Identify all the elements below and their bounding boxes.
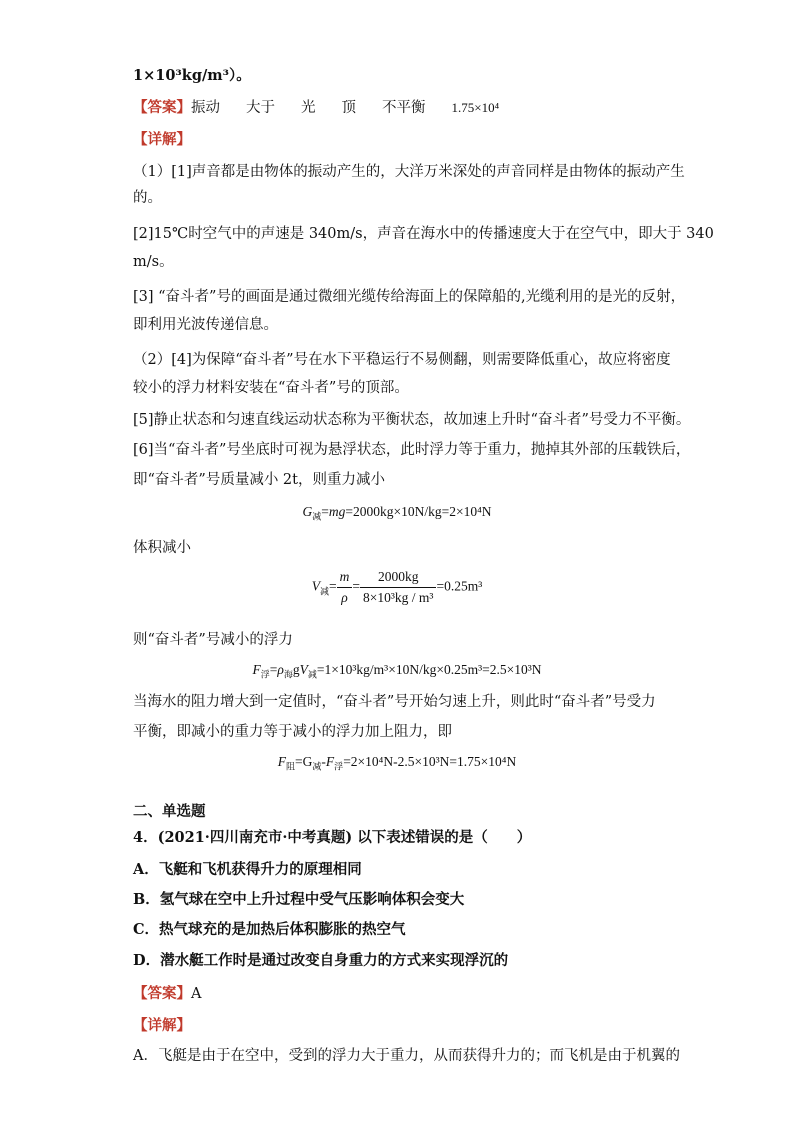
detail-line: [6]当“奋斗者”号坐底时可视为悬浮状态，此时浮力等于重力，抛掉其外部的压载铁后， [133, 442, 691, 458]
option-a: A．飞艇和飞机获得升力的原理相同 [133, 861, 362, 878]
answer-item: 1.75×10⁴ [451, 100, 500, 115]
formula-volume-reduction: $V_减=$ $\frac{m}{\rho}$ = $\frac{2000kg}{\text{8×10³kg / m³}}$ =0.25m³ [311, 569, 483, 605]
detail-line: [3] “奋斗者”号的画面是通过微细光缆传给海面上的保障船的,光缆利用的是光的反射， [133, 289, 686, 305]
answer-item: 不平衡 [382, 100, 426, 116]
formula-gravity-reduction: $G_减=mg=2000kg\times 10N/kg=2\times 10^4N$ [302, 504, 492, 522]
option-c: C．热气球充的是加热后体积膨胀的热空气 [133, 921, 406, 938]
option-d: D．潜水艇工作时是通过改变自身重力的方式来实现浮沉的 [133, 952, 509, 969]
resistance-line: 当海水的阻力增大到一定值时，“奋斗者”号开始匀速上升，则此时“奋斗者”号受力 [133, 694, 656, 710]
question-stem: 4．(2021·四川南充市·中考真题) 以下表述错误的是（ ） [133, 829, 532, 846]
answer-line-2 [133, 984, 201, 1004]
answer-label: 【答案】 [133, 99, 191, 116]
answer-line [133, 98, 499, 118]
buoyancy-text: 则“奋斗者”号减小的浮力 [133, 632, 293, 648]
detail-line: 即“奋斗者”号质量减小 2t，则重力减小 [133, 472, 385, 488]
resistance-line: 平衡，即减小的重力等于减小的浮力加上阻力，即 [133, 724, 452, 740]
formula-buoyancy: $F_浮=\rho_海gV_减=1\times 10^3kg/m^3\times 10N/kg\times 0.25m^3=2.5\times 10^3N$ [252, 662, 542, 680]
formula-resistance: $F_阻=G_减-F_浮=2\times 10^4N-2.5\times 10^3N=1.75\times 10^4N$ [277, 754, 517, 772]
detail-label: 【详解】 [133, 131, 191, 148]
answer-item: 大于 [246, 100, 275, 116]
detail-line: m/s。 [133, 254, 174, 270]
detail-line: A．飞艇是由于在空中，受到的浮力大于重力，从而获得升力的；而飞机是由于机翼的 [133, 1048, 680, 1064]
detail-line: （1）[1]声音都是由物体的振动产生的，大洋万米深处的声音同样是由物体的振动产生 [133, 164, 685, 180]
answer-label: 【答案】 [133, 985, 191, 1002]
volume-text: 体积减小 [133, 540, 191, 556]
section-title: 二、单选题 [133, 803, 206, 820]
answer-item: 顶 [341, 100, 356, 116]
answer-item: 振动 [191, 100, 220, 116]
detail-line: [5]静止状态和匀速直线运动状态称为平衡状态，故加速上升时“奋斗者”号受力不平衡。 [133, 412, 691, 428]
detail-line: （2）[4]为保障“奋斗者”号在水下平稳运行不易侧翻，则需要降低重心，故应将密度 [133, 352, 671, 368]
detail-line: 的。 [133, 190, 162, 206]
option-b: B．氢气球在空中上升过程中受气压影响体积会变大 [133, 891, 465, 908]
detail-label-2: 【详解】 [133, 1017, 191, 1034]
detail-line: [2]15℃时空气中的声速是 340m/s，声音在海水中的传播速度大于在空气中，即大于 340 [133, 226, 714, 242]
detail-line: 即利用光波传递信息。 [133, 317, 278, 333]
detail-line: 较小的浮力材料安装在“奋斗者”号的顶部。 [133, 380, 409, 396]
answer-value: A [191, 986, 202, 1002]
unit-fragment: 1×10³kg/m³）。 [133, 67, 251, 84]
answer-item: 光 [301, 100, 316, 116]
